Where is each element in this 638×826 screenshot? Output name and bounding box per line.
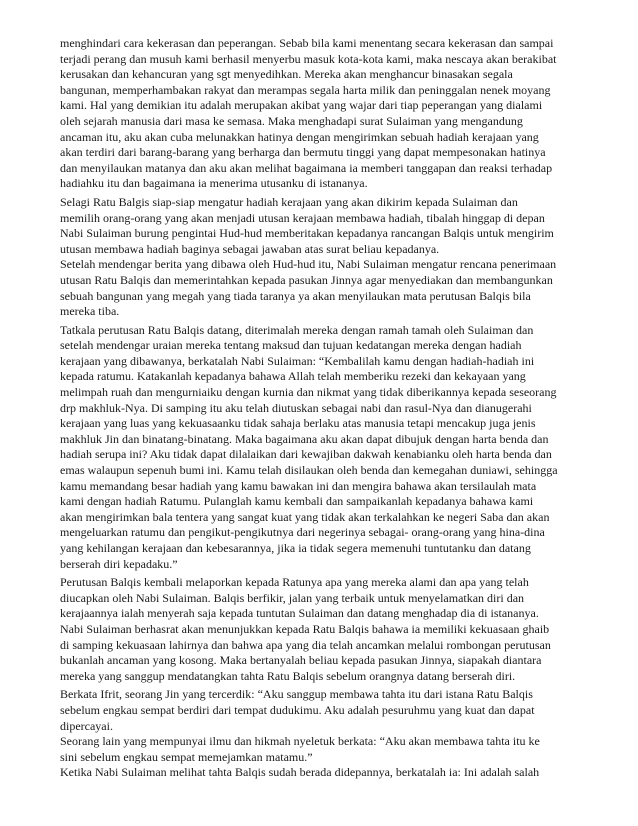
text-line: berserah diri kepadaku.” xyxy=(60,556,178,571)
text-line: drp makhluk-Nya. Di samping itu aku telah diutuskan sebagai nabi dan rasul-Nya dan dianugerahi xyxy=(60,400,532,415)
text-line: kerusakan dan kehancuran yang sgt menyedihkan. Mereka akan menghancur binasakan segala xyxy=(60,67,513,82)
text-line: Berkata Ifrit, seorang Jin yang tercerdik: “Aku sanggup membawa tahta itu dari istana Ratu Balqis xyxy=(60,687,533,702)
text-line: emas walaupun sepenuh bumi ini. Kamu telah disilaukan oleh benda dan kemegahan duniawi, sehingga xyxy=(60,463,558,478)
text-line: kami. Hal yang demikian itu adalah merupakan akibat yang wajar dari tiap peperangan yang dialami xyxy=(60,98,543,113)
text-line: kerajaan yang luas yang kekuasaanku tidak sahaja berlaku atas manusia tetapi mencakup juga jenis xyxy=(60,416,536,431)
text-line: kerajaannya ialah menyerah saja kepada tuntutan Sulaiman dan datang menghadap dia di istananya. xyxy=(60,606,539,621)
text-line: bukanlah ancaman yang kosong. Maka bertanyalah beliau kepada pasukan Jinnya, siapakah diantara xyxy=(60,653,542,668)
text-line: yang kehilangan kerajaan dan kebesarannya, jika ia tidak segera memenuhi tuntutanku dan datang xyxy=(60,541,531,555)
text-line: di samping kekuasaan lahirnya dan bahwa apa yang dia telah ancamkan melalui rombongan perutusan xyxy=(60,637,551,652)
text-line: Selagi Ratu Balgis siap-siap mengatur hadiah kerajaan yang akan dikirim kepada Sulaiman dan xyxy=(60,194,518,209)
text-line: menghindari cara kekerasan dan peperangan. Sebab bila kami menentang secara kekerasan dan sampai xyxy=(60,36,554,50)
text-line: hadiah serupa ini? Aku tidak dapat dilalaikan dari kewajiban dakwah kenabianku oleh harta benda dan xyxy=(60,447,552,462)
text-line: Tatkala perutusan Ratu Balqis datang, diterimalah mereka dengan ramah tamah oleh Sulaiman dan xyxy=(60,322,534,337)
text-line: utusan membawa hadiah baginya sebagai jawaban atas surat beliau kepadanya. xyxy=(60,241,440,256)
text-line: ancaman itu, aku akan cuba melunakkan hatinya dengan mengirimkan sebuah hadiah kerajaan yang xyxy=(60,129,539,144)
text-line: Ketika Nabi Sulaiman melihat tahta Balqis sudah berada didepannya, berkatalah ia: Ini adalah salah xyxy=(60,765,540,780)
text-line: mengeluarkan ratumu dan pengikut-pengikutnya dari negerinya sebagai- orang-orang yang hina-dina xyxy=(60,525,545,540)
text-line: sebuah bangunan yang megah yang tiada taranya ya akan menyilaukan mata perutusan Balqis bila xyxy=(60,288,531,303)
paragraph-4 xyxy=(60,575,580,684)
text-line: akan terdiri dari barang-barang yang berharga dan bermutu tinggi yang dapat mempesonakan hatinya xyxy=(60,145,546,160)
text-line: kepada ratumu. Katakanlah kepadanya bahawa Allah telah memberiku rezeki dan kekayaan yang xyxy=(60,369,526,384)
text-line: makhluk Jin dan binatang-binatang. Maka bagaimana aku akan dapat dibujuk dengan harta benda dan xyxy=(60,431,549,446)
text-line: memilih orang-orang yang akan menjadi utusan kerajaan membawa hadiah, tibalah hinggap di depan xyxy=(60,210,545,225)
text-line: hadiahku itu dan bagaimana ia menerima utusanku di istananya. xyxy=(60,176,368,191)
text-line: melimpah ruah dan mengurniaiku dengan kurnia dan nikmat yang tidak diberikannya kepada seseorang xyxy=(60,385,557,400)
text-line: kami dengan hadiah Ratumu. Pulanglah kamu kembali dan sampaikanlah kepadanya bahawa kami xyxy=(60,494,534,509)
text-line: dan menyilaukan matanya dan aku akan melihat bagaimana ia memberi tanggapan dan reaksi terhadap xyxy=(60,160,553,175)
text-line: terjadi perang dan musuh kami berhasil menyerbu masuk kota-kota kami, maka nescaya akan berakibat xyxy=(60,51,557,66)
text-line: mereka tiba. xyxy=(60,304,120,319)
text-line: kamu memandang besar hadiah yang kamu bawakan ini dan mengira bahawa akan tersilaulah mata xyxy=(60,478,537,493)
text-line: akan mengirimkan bala tentera yang sangat kuat yang tidak akan terkalahkan ke negeri Saba dan akan xyxy=(60,509,550,524)
text-line: kerajaan yang dibawanya, berkatalah Nabi Sulaiman: “Kembalilah kamu dengan hadiah-hadiah ini xyxy=(60,353,535,368)
text-line: utusan Ratu Balqis dan memerintahkan kepada pasukan Jinnya agar menyediakan dan membangunkan xyxy=(60,272,553,287)
text-line: Perutusan Balqis kembali melaporkan kepada Ratunya apa yang mereka alami dan apa yang telah xyxy=(60,575,529,590)
text-line: dipercayai. xyxy=(60,718,113,733)
paragraph-2 xyxy=(60,195,580,320)
text-line: oleh sejarah manusia dari masa ke semasa. Maka menghadapi surat Sulaiman yang mengandung xyxy=(60,113,523,128)
text-line: Nabi Sulaiman berhasrat akan menunjukkan kepada Ratu Balqis bahawa ia memiliki kekuasaan ghaib xyxy=(60,621,550,636)
paragraph-5 xyxy=(60,687,580,781)
paragraph-3 xyxy=(60,323,580,573)
text-line: sini sebelum engkau sempat memejamkan matamu.” xyxy=(60,749,313,764)
text-line: mereka yang sanggup mendatangkan tahta Ratu Balqis sebelum orangnya datang berserah diri. xyxy=(60,668,516,683)
text-line: Seorang lain yang mempunyai ilmu dan hikmah nyeletuk berkata: “Aku akan membawa tahta itu ke xyxy=(60,734,540,749)
document-page xyxy=(60,36,580,784)
text-line: Setelah mendengar berita yang dibawa oleh Hud-hud itu, Nabi Sulaiman mengatur rencana penerimaan xyxy=(60,257,557,272)
text-line: sebelum engkau sempat berdiri dari tempat dudukimu. Aku adalah pesuruhmu yang kuat dan dapat xyxy=(60,702,535,717)
text-line: Nabi Sulaiman burung pengintai Hud-hud memberitakan kepadanya rancangan Balqis untuk mengirim xyxy=(60,226,554,241)
text-line: bangunan, memperhambakan rakyat dan merampas segala harta milik dan peninggalan nenek moyang xyxy=(60,82,551,97)
text-line: setelah mendengar uraian mereka tentang maksud dan tujuan kedatangan mereka dengan hadiah xyxy=(60,338,522,353)
text-line: diucapkan oleh Nabi Sulaiman. Balqis berfikir, jalan yang terbaik untuk menyelamatkan diri dan xyxy=(60,590,525,605)
paragraph-1 xyxy=(60,36,580,192)
